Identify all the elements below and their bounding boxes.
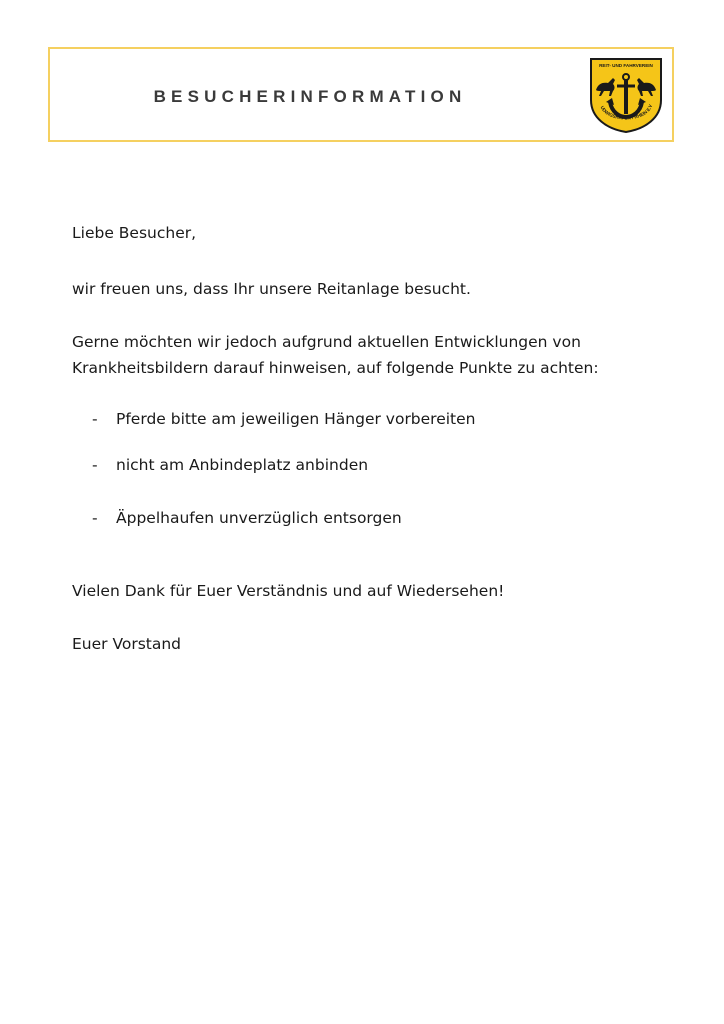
thanks-paragraph: Vielen Dank für Euer Verständnis und auf Wiedersehen! xyxy=(72,582,505,600)
salutation: Liebe Besucher, xyxy=(72,224,197,242)
list-item-text: Pferde bitte am jeweiligen Hänger vorbereiten xyxy=(116,410,476,428)
logo-bottom-text: UDWIGSHAFEN / RHEIN E.V xyxy=(599,104,654,121)
body-paragraph-line-2: Krankheitsbildern darauf hinweisen, auf folgende Punkte zu achten: xyxy=(72,359,599,377)
list-item xyxy=(92,452,368,478)
intro-paragraph: wir freuen uns, dass Ihr unsere Reitanlage besucht. xyxy=(72,280,471,298)
list-item xyxy=(92,505,402,531)
signature: Euer Vorstand xyxy=(72,635,182,653)
bullet-marker: - xyxy=(92,456,98,474)
club-crest-icon xyxy=(588,56,664,134)
bullet-marker: - xyxy=(92,509,98,527)
list-item xyxy=(92,406,476,432)
header-box xyxy=(48,47,674,142)
body-paragraph-line-1: Gerne möchten wir jedoch aufgrund aktuellen Entwicklungen von xyxy=(72,333,581,351)
logo-top-text: REIT- UND FAHRVEREIN xyxy=(599,63,653,68)
bullet-marker: - xyxy=(92,410,98,428)
page-title: BESUCHERINFORMATION xyxy=(153,87,467,106)
list-item-text: Äppelhaufen unverzüglich entsorgen xyxy=(116,509,402,527)
list-item-text: nicht am Anbindeplatz anbinden xyxy=(116,456,369,474)
